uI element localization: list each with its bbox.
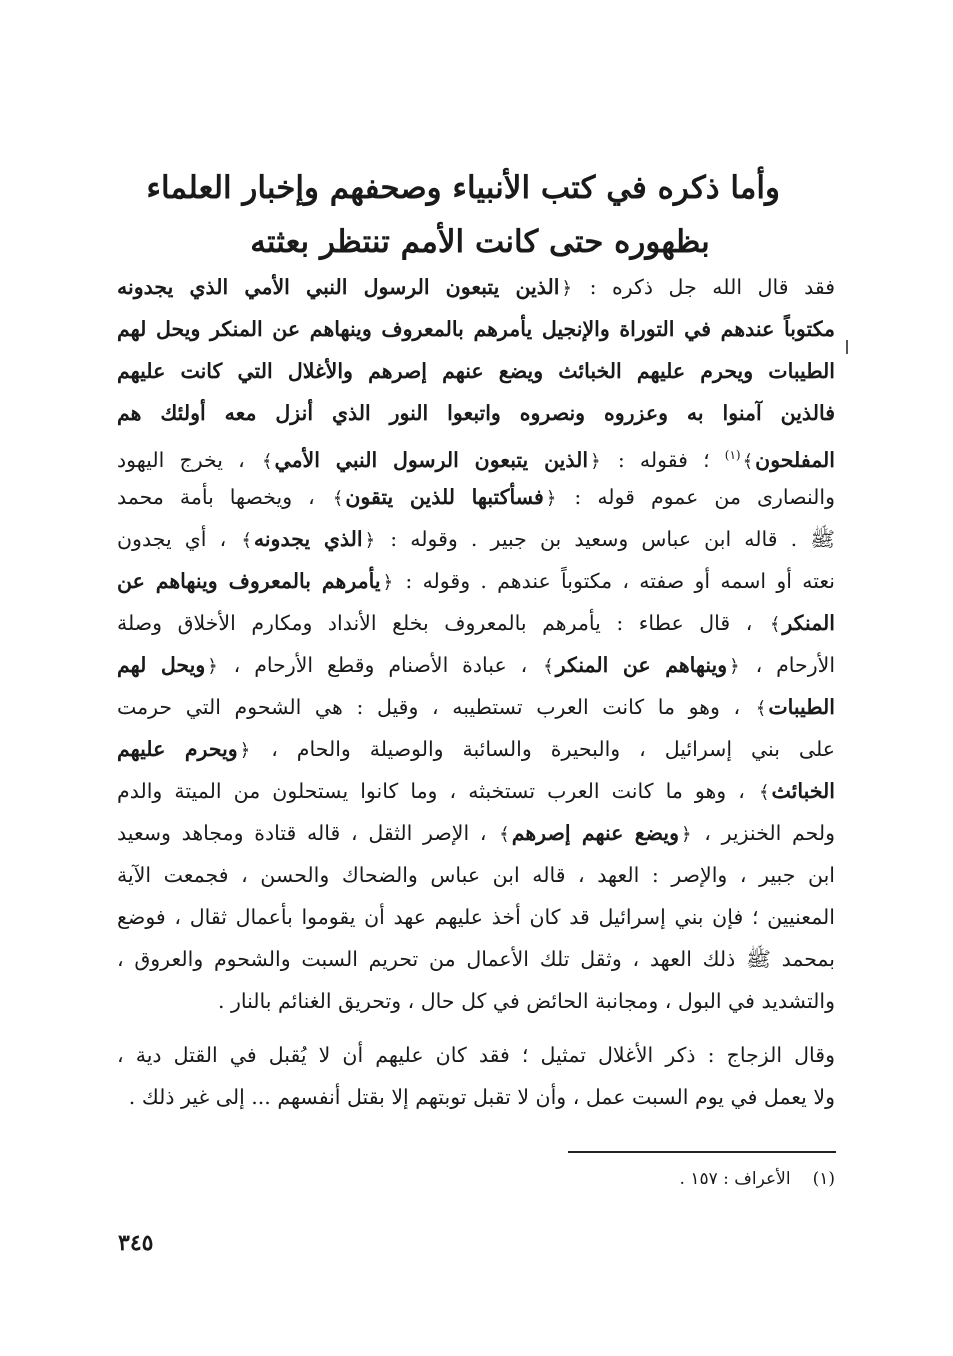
quran-close-bracket: ﴾ xyxy=(241,530,252,551)
quran-close-bracket: ﴾ xyxy=(742,450,754,472)
quran-verse-text: ويحل لهم xyxy=(117,653,206,677)
quran-close-bracket: ﴾ xyxy=(759,782,770,803)
quran-close-bracket: ﴾ xyxy=(332,488,344,509)
text-line xyxy=(117,898,835,936)
quran-verse-text: المنكر xyxy=(782,611,835,635)
text-line xyxy=(117,562,835,600)
quran-open-bracket: ﴿ xyxy=(590,450,601,472)
quran-verse-text: الطيبات ويحرم عليهم الخبائث ويضع عنهم إصرهم والأغلال التي كانت عليهم xyxy=(117,359,835,383)
quran-close-bracket: ﴾ xyxy=(261,450,273,472)
text-line xyxy=(117,604,835,642)
quran-verse-text: الذين يتبعون الرسول النبي الأمي xyxy=(274,447,589,472)
text-line xyxy=(117,688,835,726)
quran-verse-text: يأمرهم بالمعروف وينهاهم عن xyxy=(117,569,381,593)
text-line xyxy=(117,352,835,390)
plain-text: ﷺ . قاله ابن عباس وسعيد بن جبير . وقوله : xyxy=(377,527,835,551)
plain-text: فقد قال الله جل ذكره : xyxy=(574,275,835,299)
quran-verse-text: المفلحون xyxy=(755,447,835,472)
plain-text: المعنيين ؛ فإن بني إسرائيل قد كان أخذ عليهم عهد أن يقوموا بأعمال ثقال ، فوضع xyxy=(117,905,835,929)
plain-text: وقال الزجاج : ذكر الأغلال تمثيل ؛ فقد كان عليهم أن لا يُقبل في القتل دية ، xyxy=(117,1043,835,1067)
quran-verse-text: ويحرم عليهم xyxy=(117,737,238,761)
text-line xyxy=(117,436,835,474)
quran-verse-text: فالذين آمنوا به وعزروه ونصروه واتبعوا النور الذي أنزل معه أولئك هم xyxy=(117,401,835,425)
plain-text: ابن جبير ، والإصر : العهد ، قاله ابن عباس والضحاك والحسن ، فجمعت الآية xyxy=(117,863,835,887)
quran-close-bracket: ﴾ xyxy=(755,698,767,719)
text-line xyxy=(117,1036,835,1074)
quran-verse-text: فسأكتبها للذين يتقون xyxy=(345,485,544,509)
plain-text: بمحمد ﷺ ذلك العهد ، وثقل تلك الأعمال من تحريم السبت والشحوم والعروق ، xyxy=(117,947,835,971)
quran-verse-text: الطيبات xyxy=(768,695,835,719)
plain-text: على بني إسرائيل ، والبحيرة والسائبة والوصيلة والحام ، xyxy=(252,737,835,761)
plain-text: ؛ فقوله : xyxy=(602,447,725,472)
text-line xyxy=(117,268,835,306)
text-line xyxy=(117,730,835,768)
quran-open-bracket: ﴿ xyxy=(364,530,376,551)
text-line xyxy=(117,814,835,852)
quran-verse-text: الذي يجدونه xyxy=(253,527,363,551)
quran-close-bracket: ﴾ xyxy=(769,614,781,635)
plain-text: ، وهو ما كانت العرب تستطيبه ، وقيل : هي الشحوم التي حرمت xyxy=(117,695,754,719)
section-heading-line-2: بظهوره حتى كانت الأمم تنتظر بعثته xyxy=(250,224,710,260)
text-line xyxy=(117,520,835,558)
quran-verse-text: الذين يتبعون الرسول النبي الأمي الذي يجدونه xyxy=(117,275,560,299)
text-line xyxy=(117,772,835,810)
quran-open-bracket: ﴿ xyxy=(207,656,218,677)
quran-open-bracket: ﴿ xyxy=(545,488,557,509)
quran-close-bracket: ﴾ xyxy=(499,824,510,845)
plain-text: ، عبادة الأصنام وقطع الأرحام ، xyxy=(219,653,542,677)
plain-text: نعته أو اسمه أو صفته ، مكتوباً عندهم . وقوله : xyxy=(395,569,835,593)
quran-verse-text: مكتوباً عندهم في التوراة والإنجيل يأمرهم بالمعروف وينهاهم عن المنكر ويحل لهم xyxy=(117,317,835,341)
footnote-reference: (١) xyxy=(724,448,741,462)
footnote-text: الأعراف : ١٥٧ . xyxy=(679,1169,791,1189)
quran-verse-text: وينهاهم عن المنكر xyxy=(555,653,728,677)
plain-text: ، الإصر الثقل ، قاله قتادة ومجاهد وسعيد xyxy=(117,821,498,845)
plain-text: ولا يعمل في يوم السبت عمل ، وأن لا تقبل توبتهم إلا بقتل أنفسهم ... إلى غير ذلك . xyxy=(128,1085,835,1109)
quran-open-bracket: ﴿ xyxy=(561,278,573,299)
footnote-number: (١) xyxy=(812,1169,835,1189)
text-line xyxy=(117,1078,835,1116)
section-heading-line-1: وأما ذكره في كتب الأنبياء وصحفهم وإخبار العلماء xyxy=(146,170,780,206)
text-line xyxy=(117,478,835,516)
plain-text: والتشديد في البول ، ومجانبة الحائض في كل حال ، وتحريق الغنائم بالنار . xyxy=(217,989,835,1013)
text-line xyxy=(117,394,835,432)
quran-verse-text: الخبائث xyxy=(771,779,835,803)
plain-text: ، أي يجدون xyxy=(117,527,240,551)
text-line xyxy=(117,856,835,894)
plain-text: ، يخرج اليهود xyxy=(117,447,260,472)
plain-text: والنصارى من عموم قوله : xyxy=(558,485,835,509)
quran-open-bracket: ﴿ xyxy=(239,740,251,761)
plain-text: ، وهو ما كانت العرب تستخبثه ، وما كانوا يستحلون من الميتة والدم xyxy=(117,779,757,803)
footnote-separator xyxy=(568,1151,836,1153)
margin-mark xyxy=(846,340,848,354)
text-line xyxy=(117,310,835,348)
quran-close-bracket: ﴾ xyxy=(543,656,554,677)
quran-verse-text: ويضع عنهم إصرهم xyxy=(511,821,680,845)
quran-open-bracket: ﴿ xyxy=(729,656,740,677)
quran-open-bracket: ﴿ xyxy=(382,572,394,593)
quran-open-bracket: ﴿ xyxy=(681,824,692,845)
footnote xyxy=(680,1164,835,1194)
text-line xyxy=(117,646,835,684)
page-number: ٣٤٥ xyxy=(118,1230,154,1256)
plain-text: ، قال عطاء : يأمرهم بالمعروف بخلع الأنداد ومكارم الأخلاق وصلة xyxy=(117,611,768,635)
plain-text: ولحم الخنزير ، xyxy=(693,821,835,845)
text-line xyxy=(117,982,835,1020)
plain-text: ، ويخصها بأمة محمد xyxy=(117,485,331,509)
text-line xyxy=(117,940,835,978)
plain-text: الأرحام ، xyxy=(741,653,835,677)
